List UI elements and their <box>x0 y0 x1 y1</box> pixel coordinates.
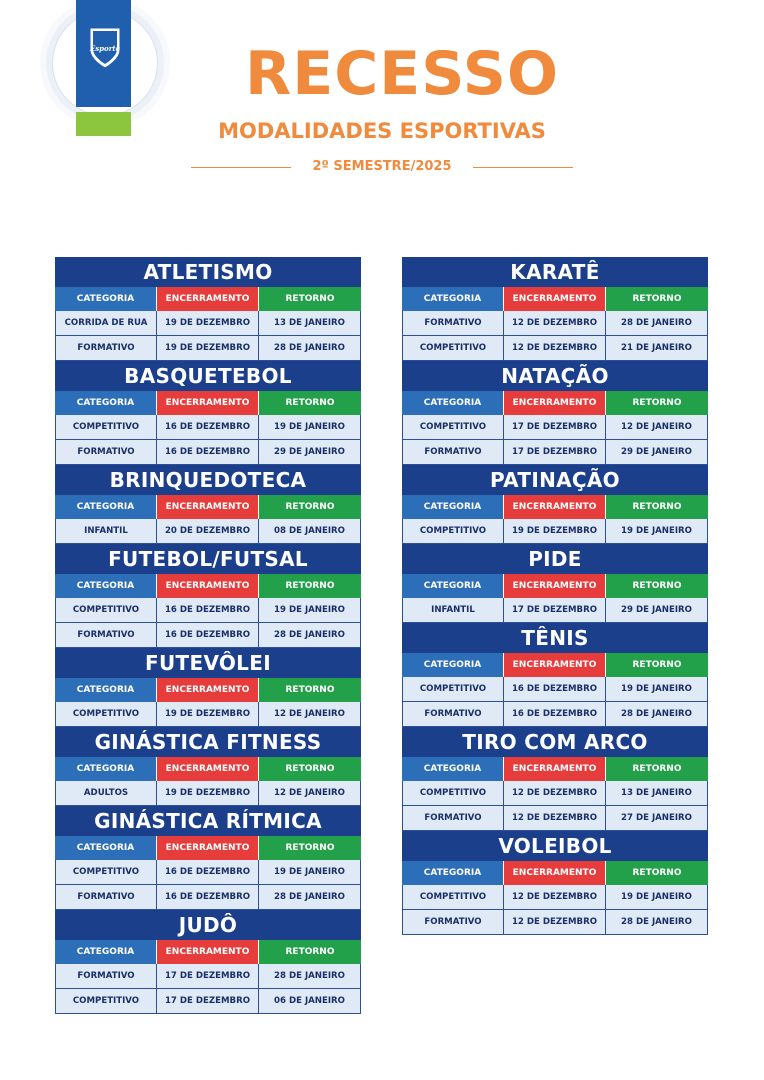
cell-category: COMPETITIVO <box>56 702 157 726</box>
table-header-row <box>55 678 361 702</box>
cell-category: COMPETITIVO <box>403 336 504 360</box>
table-row <box>402 910 708 935</box>
sport-title: ATLETISMO <box>55 257 361 287</box>
header-return: RETORNO <box>606 653 708 677</box>
cell-category: COMPETITIVO <box>56 415 157 439</box>
sport-section <box>55 544 361 648</box>
header-return: RETORNO <box>606 757 708 781</box>
header-closing: ENCERRAMENTO <box>157 287 259 311</box>
cell-return: 06 DE JANEIRO <box>274 996 345 1006</box>
table-header-row <box>402 391 708 415</box>
header-closing: ENCERRAMENTO <box>157 757 259 781</box>
table-row <box>402 336 708 361</box>
cell-category: COMPETITIVO <box>403 519 504 543</box>
cell-return: 12 DE JANEIRO <box>621 422 692 432</box>
cell-return: 19 DE JANEIRO <box>274 867 345 877</box>
sport-title: KARATÊ <box>402 257 708 287</box>
header-category: CATEGORIA <box>55 940 157 964</box>
semester-banner <box>191 156 573 178</box>
header-closing: ENCERRAMENTO <box>504 287 606 311</box>
table-header-row <box>402 495 708 519</box>
table-header-row <box>402 861 708 885</box>
cell-return: 13 DE JANEIRO <box>274 318 345 328</box>
cell-return: 21 DE JANEIRO <box>621 343 692 353</box>
header-closing: ENCERRAMENTO <box>504 757 606 781</box>
cell-closing: 20 DE DEZEMBRO <box>157 519 259 543</box>
header-category: CATEGORIA <box>402 495 504 519</box>
sport-section <box>402 257 708 361</box>
header-return: RETORNO <box>606 861 708 885</box>
header-return: RETORNO <box>259 287 361 311</box>
cell-category: FORMATIVO <box>56 336 157 360</box>
table-row <box>402 311 708 336</box>
sport-section <box>55 910 361 1014</box>
cell-closing: 12 DE DEZEMBRO <box>504 311 606 335</box>
table-row <box>55 415 361 440</box>
table-row <box>402 806 708 831</box>
sport-title: BASQUETEBOL <box>55 361 361 391</box>
cell-category: FORMATIVO <box>56 885 157 909</box>
cell-return: 29 DE JANEIRO <box>621 447 692 457</box>
sport-title: TIRO COM ARCO <box>402 727 708 757</box>
sport-section <box>55 648 361 727</box>
sport-title: NATAÇÃO <box>402 361 708 391</box>
cell-return: 28 DE JANEIRO <box>274 971 345 981</box>
table-row <box>55 885 361 910</box>
sport-section <box>402 465 708 544</box>
sport-section <box>55 806 361 910</box>
cell-closing: 16 DE DEZEMBRO <box>504 702 606 726</box>
right-column <box>402 257 708 935</box>
header-closing: ENCERRAMENTO <box>157 574 259 598</box>
cell-closing: 16 DE DEZEMBRO <box>157 623 259 647</box>
sport-section <box>402 544 708 623</box>
table-header-row <box>55 757 361 781</box>
table-row <box>55 702 361 727</box>
header-return: RETORNO <box>606 574 708 598</box>
table-row <box>55 336 361 361</box>
header-category: CATEGORIA <box>402 574 504 598</box>
table-row <box>402 677 708 702</box>
cell-category: ADULTOS <box>56 781 157 805</box>
cell-return: 28 DE JANEIRO <box>274 892 345 902</box>
header-category: CATEGORIA <box>55 757 157 781</box>
cell-closing: 19 DE DEZEMBRO <box>157 781 259 805</box>
sport-title: TÊNIS <box>402 623 708 653</box>
header-category: CATEGORIA <box>55 391 157 415</box>
cell-return: 08 DE JANEIRO <box>274 526 345 536</box>
divider-line <box>473 167 573 168</box>
cell-closing: 16 DE DEZEMBRO <box>157 860 259 884</box>
header-return: RETORNO <box>259 836 361 860</box>
table-row <box>402 598 708 623</box>
logo-text: Esporte <box>89 44 121 53</box>
page-title: RECESSO <box>245 39 559 109</box>
cell-category: FORMATIVO <box>403 806 504 830</box>
cell-closing: 17 DE DEZEMBRO <box>157 964 259 988</box>
cell-return: 28 DE JANEIRO <box>621 318 692 328</box>
header-closing: ENCERRAMENTO <box>157 391 259 415</box>
cell-category: COMPETITIVO <box>403 415 504 439</box>
header-closing: ENCERRAMENTO <box>504 574 606 598</box>
table-row <box>402 519 708 544</box>
header-return: RETORNO <box>259 495 361 519</box>
semester-label: 2º SEMESTRE/2025 <box>312 159 452 174</box>
cell-category: FORMATIVO <box>403 440 504 464</box>
cell-category: COMPETITIVO <box>56 598 157 622</box>
header-closing: ENCERRAMENTO <box>504 861 606 885</box>
table-row <box>55 989 361 1014</box>
cell-closing: 19 DE DEZEMBRO <box>157 336 259 360</box>
cell-category: FORMATIVO <box>403 311 504 335</box>
header-closing: ENCERRAMENTO <box>157 495 259 519</box>
cell-return: 12 DE JANEIRO <box>274 709 345 719</box>
sport-section <box>402 831 708 935</box>
table-row <box>55 519 361 544</box>
cell-return: 19 DE JANEIRO <box>274 605 345 615</box>
header-closing: ENCERRAMENTO <box>504 391 606 415</box>
cell-return: 29 DE JANEIRO <box>621 605 692 615</box>
cell-return: 28 DE JANEIRO <box>274 630 345 640</box>
sport-section <box>402 623 708 727</box>
sport-title: GINÁSTICA FITNESS <box>55 727 361 757</box>
table-header-row <box>55 287 361 311</box>
header-category: CATEGORIA <box>402 653 504 677</box>
table-header-row <box>402 287 708 311</box>
cell-return: 13 DE JANEIRO <box>621 788 692 798</box>
header-category: CATEGORIA <box>402 861 504 885</box>
cell-return: 27 DE JANEIRO <box>621 813 692 823</box>
table-header-row <box>55 940 361 964</box>
header-closing: ENCERRAMENTO <box>157 836 259 860</box>
cell-category: FORMATIVO <box>56 440 157 464</box>
sport-section <box>55 361 361 465</box>
header-category: CATEGORIA <box>55 574 157 598</box>
sport-section <box>55 257 361 361</box>
cell-closing: 12 DE DEZEMBRO <box>504 806 606 830</box>
header-return: RETORNO <box>259 940 361 964</box>
table-row <box>55 623 361 648</box>
cell-return: 28 DE JANEIRO <box>274 343 345 353</box>
header-return: RETORNO <box>606 391 708 415</box>
sport-title: BRINQUEDOTECA <box>55 465 361 495</box>
table-row <box>402 415 708 440</box>
cell-return: 28 DE JANEIRO <box>621 917 692 927</box>
cell-closing: 17 DE DEZEMBRO <box>504 440 606 464</box>
cell-return: 28 DE JANEIRO <box>621 709 692 719</box>
table-header-row <box>55 574 361 598</box>
cell-return: 19 DE JANEIRO <box>621 892 692 902</box>
header-closing: ENCERRAMENTO <box>157 940 259 964</box>
cell-closing: 17 DE DEZEMBRO <box>504 415 606 439</box>
left-column <box>55 257 361 1014</box>
header-closing: ENCERRAMENTO <box>504 495 606 519</box>
cell-category: FORMATIVO <box>403 910 504 934</box>
header-return: RETORNO <box>259 574 361 598</box>
header-return: RETORNO <box>259 757 361 781</box>
header-return: RETORNO <box>606 495 708 519</box>
cell-category: COMPETITIVO <box>403 677 504 701</box>
cell-return: 29 DE JANEIRO <box>274 447 345 457</box>
cell-closing: 16 DE DEZEMBRO <box>157 598 259 622</box>
cell-return: 19 DE JANEIRO <box>621 684 692 694</box>
cell-closing: 17 DE DEZEMBRO <box>157 989 259 1013</box>
cell-closing: 16 DE DEZEMBRO <box>157 885 259 909</box>
header-category: CATEGORIA <box>55 678 157 702</box>
sport-title: FUTEBOL/FUTSAL <box>55 544 361 574</box>
table-row <box>55 860 361 885</box>
header-category: CATEGORIA <box>402 757 504 781</box>
table-header-row <box>402 574 708 598</box>
cell-closing: 12 DE DEZEMBRO <box>504 885 606 909</box>
cell-category: COMPETITIVO <box>403 885 504 909</box>
table-row <box>55 598 361 623</box>
cell-category: COMPETITIVO <box>56 989 157 1013</box>
cell-closing: 19 DE DEZEMBRO <box>157 702 259 726</box>
table-header-row <box>55 495 361 519</box>
cell-category: COMPETITIVO <box>56 860 157 884</box>
header-category: CATEGORIA <box>55 495 157 519</box>
header-category: CATEGORIA <box>55 836 157 860</box>
cell-return: 19 DE JANEIRO <box>274 422 345 432</box>
sport-title: VOLEIBOL <box>402 831 708 861</box>
table-header-row <box>402 653 708 677</box>
cell-closing: 12 DE DEZEMBRO <box>504 336 606 360</box>
cell-closing: 16 DE DEZEMBRO <box>504 677 606 701</box>
sport-title: FUTEVÔLEI <box>55 648 361 678</box>
table-row <box>55 440 361 465</box>
cell-category: FORMATIVO <box>403 702 504 726</box>
table-row <box>402 885 708 910</box>
sport-section <box>55 727 361 806</box>
cell-closing: 19 DE DEZEMBRO <box>157 311 259 335</box>
header-return: RETORNO <box>606 287 708 311</box>
table-row <box>55 781 361 806</box>
cell-category: FORMATIVO <box>56 964 157 988</box>
sport-title: GINÁSTICA RÍTMICA <box>55 806 361 836</box>
header-category: CATEGORIA <box>402 287 504 311</box>
header-category: CATEGORIA <box>55 287 157 311</box>
table-row <box>402 781 708 806</box>
sport-title: PATINAÇÃO <box>402 465 708 495</box>
sport-title: JUDÔ <box>55 910 361 940</box>
header-closing: ENCERRAMENTO <box>157 678 259 702</box>
table-row <box>402 440 708 465</box>
table-header-row <box>55 836 361 860</box>
cell-closing: 16 DE DEZEMBRO <box>157 415 259 439</box>
table-row <box>402 702 708 727</box>
sport-section <box>55 465 361 544</box>
table-header-row <box>55 391 361 415</box>
table-header-row <box>402 757 708 781</box>
header-closing: ENCERRAMENTO <box>504 653 606 677</box>
cell-closing: 19 DE DEZEMBRO <box>504 519 606 543</box>
cell-category: COMPETITIVO <box>403 781 504 805</box>
header-category: CATEGORIA <box>402 391 504 415</box>
cell-category: CORRIDA DE RUA <box>56 311 157 335</box>
header-return: RETORNO <box>259 678 361 702</box>
cell-return: 19 DE JANEIRO <box>621 526 692 536</box>
cell-closing: 16 DE DEZEMBRO <box>157 440 259 464</box>
sport-section <box>402 361 708 465</box>
table-row <box>55 311 361 336</box>
sport-section <box>402 727 708 831</box>
cell-category: FORMATIVO <box>56 623 157 647</box>
cell-closing: 12 DE DEZEMBRO <box>504 781 606 805</box>
page-subtitle: MODALIDADES ESPORTIVAS <box>218 119 546 143</box>
header-return: RETORNO <box>259 391 361 415</box>
cell-return: 12 DE JANEIRO <box>274 788 345 798</box>
table-row <box>55 964 361 989</box>
cell-category: INFANTIL <box>403 598 504 622</box>
cell-closing: 17 DE DEZEMBRO <box>504 598 606 622</box>
sport-title: PIDE <box>402 544 708 574</box>
cell-closing: 12 DE DEZEMBRO <box>504 910 606 934</box>
cell-category: INFANTIL <box>56 519 157 543</box>
